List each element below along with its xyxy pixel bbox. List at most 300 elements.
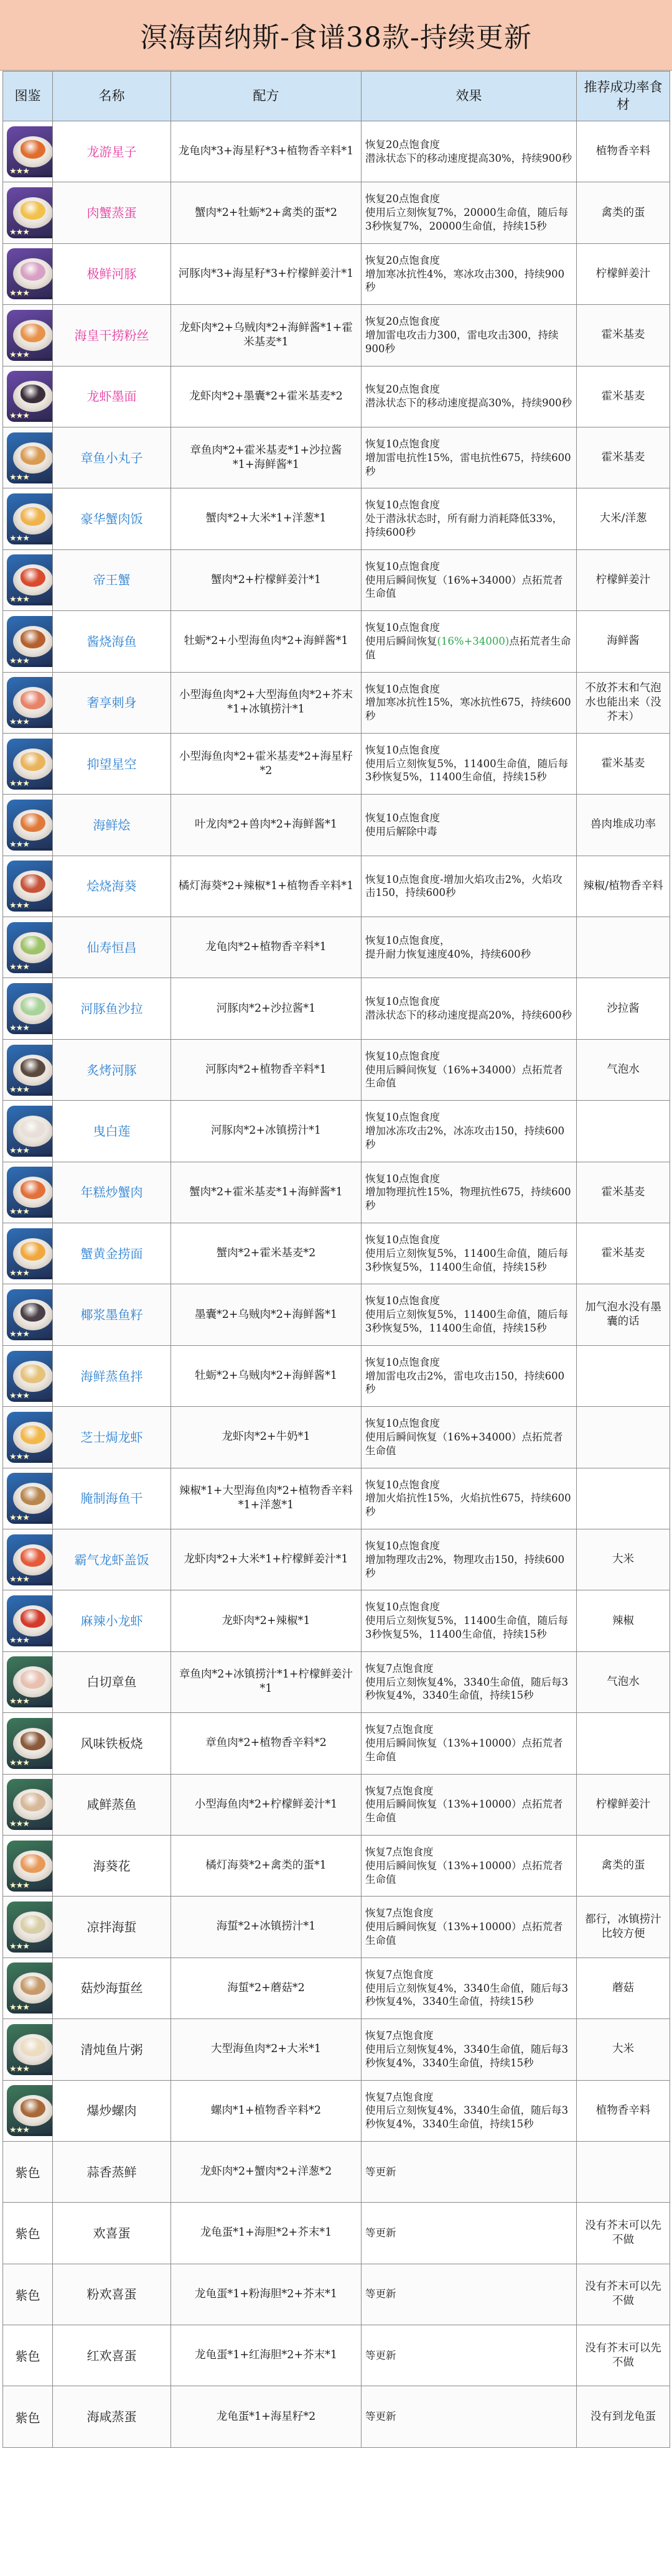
dish-recipe: 小型海鱼肉*2+霍米基麦*2+海星籽*2 <box>171 733 362 794</box>
dish-effect: 恢复7点饱食度 使用后立刻恢复4%，3340生命值，随后每3秒恢复4%，3340生命值，持续15秒 <box>362 1651 577 1712</box>
recommended-material: 柠檬鲜姜汁 <box>577 243 670 304</box>
dish-name: 咸鲜蒸鱼 <box>53 1774 171 1835</box>
rarity-star-icon: ★★★ <box>9 656 29 666</box>
dish-icon-cell <box>3 1835 53 1896</box>
recommended-material: 大米 <box>577 2019 670 2080</box>
header-icon: 图鉴 <box>3 72 53 121</box>
table-row <box>3 488 670 549</box>
dish-recipe: 叶龙肉*2+兽肉*2+海鲜酱*1 <box>171 795 362 856</box>
table-row <box>3 182 670 243</box>
recommended-material: 霍米基麦 <box>577 733 670 794</box>
dish-icon-cell <box>3 1284 53 1345</box>
effect-highlight: (16%+34000) <box>437 635 510 647</box>
dish-icon <box>7 1473 53 1524</box>
dish-icon <box>7 371 53 422</box>
recommended-material: 气泡水 <box>577 1039 670 1100</box>
table-row <box>3 2019 670 2080</box>
table-row <box>3 1407 670 1468</box>
dish-icon <box>7 1841 53 1892</box>
dish-name: 蒜香蒸鲜 <box>53 2141 171 2202</box>
dish-effect: 恢复10点饱食度-增加火焰攻击2%，火焰攻击150，持续600秒 <box>362 856 577 917</box>
dish-name: 芝士焗龙虾 <box>53 1407 171 1468</box>
food-icon <box>21 1793 45 1811</box>
dish-name: 爆炒螺肉 <box>53 2080 171 2141</box>
dish-icon-cell <box>3 2264 53 2325</box>
table-row <box>3 427 670 488</box>
rarity-star-icon: ★★★ <box>9 1758 29 1768</box>
table-row <box>3 978 670 1039</box>
dish-recipe: 蟹肉*2+牡蛎*2+禽类的蛋*2 <box>171 182 362 243</box>
dish-name: 白切章鱼 <box>53 1651 171 1712</box>
table-row <box>3 1284 670 1345</box>
rarity-star-icon: ★★★ <box>9 1880 29 1890</box>
table-row <box>3 2080 670 2141</box>
food-icon <box>21 201 45 220</box>
recipe-table <box>2 71 670 2448</box>
dish-icon-cell <box>3 1101 53 1162</box>
dish-recipe: 螺肉*1+植物香辛料*2 <box>171 2080 362 2141</box>
food-icon <box>21 1854 45 1873</box>
rarity-star-icon: ★★★ <box>9 228 29 238</box>
dish-name: 肉蟹蒸蛋 <box>53 182 171 243</box>
table-row <box>3 856 670 917</box>
dish-effect: 恢复7点饱食度 使用后瞬间恢复（13%+10000）点拓荒者生命值 <box>362 1897 577 1958</box>
dish-icon-cell <box>3 856 53 917</box>
dish-effect: 恢复7点饱食度 使用后立刻恢复4%，3340生命值，随后每3秒恢复4%，3340生命值，持续15秒 <box>362 2080 577 2141</box>
dish-effect: 恢复20点饱食度 潜泳状态下的移动速度提高30%，持续900秒 <box>362 366 577 427</box>
dish-effect: 恢复20点饱食度 使用后立刻恢复7%，20000生命值，随后每3秒恢复7%，20000生命值，持续15秒 <box>362 182 577 243</box>
dish-effect: 恢复7点饱食度 使用后瞬间恢复（13%+10000）点拓荒者生命值 <box>362 1774 577 1835</box>
recommended-material: 霍米基麦 <box>577 366 670 427</box>
dish-recipe: 蟹肉*2+霍米基麦*2 <box>171 1223 362 1284</box>
dish-effect: 等更新 <box>362 2386 577 2447</box>
recommended-material <box>577 1407 670 1468</box>
dish-icon-cell <box>3 182 53 243</box>
rarity-star-icon: ★★★ <box>9 1697 29 1707</box>
dish-name: 河豚鱼沙拉 <box>53 978 171 1039</box>
food-icon <box>21 507 45 526</box>
dish-name: 奢享刺身 <box>53 672 171 733</box>
dish-recipe: 章鱼肉*2+植物香辛料*2 <box>171 1713 362 1774</box>
dish-name: 曳白莲 <box>53 1101 171 1162</box>
dish-name: 仙寿恒昌 <box>53 917 171 978</box>
dish-name: 麻辣小龙虾 <box>53 1590 171 1651</box>
dish-icon <box>7 1718 53 1769</box>
rarity-star-icon: ★★★ <box>9 1819 29 1829</box>
dish-icon-cell <box>3 1345 53 1406</box>
rarity-star-icon: ★★★ <box>9 1146 29 1155</box>
dish-icon <box>7 1656 53 1707</box>
dish-effect: 恢复7点饱食度 使用后立刻恢复4%，3340生命值，随后每3秒恢复4%，3340生命值，持续15秒 <box>362 1958 577 2018</box>
dish-icon <box>7 800 53 851</box>
rarity-star-icon: ★★★ <box>9 534 29 544</box>
food-icon <box>21 1365 45 1383</box>
dish-effect: 恢复10点饱食度 使用后立刻恢复5%，11400生命值，随后每3秒恢复5%，11400生命值，持续15秒 <box>362 1223 577 1284</box>
rarity-star-icon: ★★★ <box>9 166 29 176</box>
rarity-star-icon: ★★★ <box>9 595 29 605</box>
dish-icon-cell <box>3 733 53 794</box>
recommended-material: 霍米基麦 <box>577 1162 670 1223</box>
food-icon <box>21 1119 45 1138</box>
table-row <box>3 549 670 610</box>
recommended-material <box>577 917 670 978</box>
table-row <box>3 1835 670 1896</box>
dish-name: 菇炒海蜇丝 <box>53 1958 171 2018</box>
dish-icon <box>7 126 53 177</box>
recommended-material: 没有芥末可以先不做 <box>577 2203 670 2264</box>
dish-icon-cell <box>3 1590 53 1651</box>
dish-name: 椰浆墨鱼籽 <box>53 1284 171 1345</box>
dish-icon <box>7 432 53 483</box>
dish-icon <box>7 739 53 790</box>
recommended-material: 没有芥末可以先不做 <box>577 2264 670 2325</box>
dish-icon-cell <box>3 672 53 733</box>
table-row <box>3 1223 670 1284</box>
dish-icon <box>7 1902 53 1953</box>
food-icon <box>21 1548 45 1567</box>
food-icon <box>21 140 45 159</box>
dish-recipe: 龙虾肉*2+乌贼肉*2+海鲜酱*1+霍米基麦*1 <box>171 305 362 366</box>
table-row <box>3 1897 670 1958</box>
recommended-material <box>577 1713 670 1774</box>
dish-recipe: 海蜇*2+冰镇捞汁*1 <box>171 1897 362 1958</box>
dish-icon <box>7 1167 53 1218</box>
dish-effect: 恢复10点饱食度 增加寒冰抗性15%，寒冰抗性675，持续600秒 <box>362 672 577 733</box>
dish-icon-cell <box>3 488 53 549</box>
dish-name: 红欢喜蛋 <box>53 2325 171 2386</box>
dish-recipe: 河豚肉*3+海星籽*3+柠檬鲜姜汁*1 <box>171 243 362 304</box>
food-icon <box>21 2099 45 2117</box>
food-icon <box>21 2038 45 2056</box>
table-row <box>3 1713 670 1774</box>
food-icon <box>21 1732 45 1750</box>
rarity-star-icon: ★★★ <box>9 1513 29 1523</box>
recommended-material: 海鲜酱 <box>577 611 670 672</box>
dish-name: 海皇干捞粉丝 <box>53 305 171 366</box>
dish-recipe: 牡蛎*2+乌贼肉*2+海鲜酱*1 <box>171 1345 362 1406</box>
recommended-material: 气泡水 <box>577 1651 670 1712</box>
recommended-material: 禽类的蛋 <box>577 1835 670 1896</box>
header-material: 推荐成功率食材 <box>577 72 670 121</box>
table-row <box>3 1162 670 1223</box>
dish-effect: 恢复10点饱食度 增加雷电攻击2%，雷电攻击150，持续600秒 <box>362 1345 577 1406</box>
dish-icon-cell <box>3 2141 53 2202</box>
rarity-star-icon: ★★★ <box>9 1942 29 1952</box>
dish-recipe: 海蜇*2+蘑菇*2 <box>171 1958 362 2018</box>
dish-icon <box>7 922 53 973</box>
rarity-star-icon: ★★★ <box>9 350 29 360</box>
header-recipe: 配方 <box>171 72 362 121</box>
dish-name: 炙烤河豚 <box>53 1039 171 1100</box>
dish-effect: 恢复10点饱食度 增加火焰抗性15%，火焰抗性675，持续600秒 <box>362 1468 577 1529</box>
dish-icon <box>7 493 53 544</box>
table-row <box>3 366 670 427</box>
food-icon <box>21 1486 45 1505</box>
dish-icon <box>7 2085 53 2136</box>
food-icon <box>21 446 45 465</box>
header-effect: 效果 <box>362 72 577 121</box>
dish-effect: 恢复10点饱食度 使用后瞬间恢复（16%+34000）点拓荒者生命值 <box>362 1039 577 1100</box>
rarity-star-icon: ★★★ <box>9 289 29 299</box>
dish-name: 凉拌海蜇 <box>53 1897 171 1958</box>
recommended-material <box>577 1468 670 1529</box>
dish-icon-cell <box>3 1407 53 1468</box>
dish-name: 海葵花 <box>53 1835 171 1896</box>
dish-recipe: 小型海鱼肉*2+柠檬鲜姜汁*1 <box>171 1774 362 1835</box>
recommended-material <box>577 1345 670 1406</box>
table-row <box>3 1345 670 1406</box>
recommended-material <box>577 1101 670 1162</box>
rarity-star-icon: ★★★ <box>9 1574 29 1584</box>
dish-recipe: 河豚肉*2+冰镇捞汁*1 <box>171 1101 362 1162</box>
dish-effect: 等更新 <box>362 2203 577 2264</box>
food-icon <box>21 568 45 587</box>
recommended-material: 辣椒/植物香辛料 <box>577 856 670 917</box>
dish-name: 腌制海鱼干 <box>53 1468 171 1529</box>
rarity-star-icon: ★★★ <box>9 472 29 482</box>
dish-name: 清炖鱼片粥 <box>53 2019 171 2080</box>
table-row <box>3 672 670 733</box>
dish-icon-cell <box>3 795 53 856</box>
dish-recipe: 橘灯海葵*2+辣椒*1+植物香辛料*1 <box>171 856 362 917</box>
recommended-material: 大米/洋葱 <box>577 488 670 549</box>
food-icon <box>21 1180 45 1199</box>
table-row <box>3 2203 670 2264</box>
dish-icon <box>7 1595 53 1646</box>
dish-effect: 恢复7点饱食度 使用后瞬间恢复（13%+10000）点拓荒者生命值 <box>362 1713 577 1774</box>
food-icon <box>21 1426 45 1444</box>
dish-icon <box>7 1289 53 1340</box>
dish-recipe: 章鱼肉*2+霍米基麦*1+沙拉酱*1+海鲜酱*1 <box>171 427 362 488</box>
food-icon <box>21 752 45 771</box>
dish-effect: 恢复10点饱食度 增加物理抗性15%，物理抗性675，持续600秒 <box>362 1162 577 1223</box>
food-icon <box>21 1058 45 1077</box>
table-row <box>3 733 670 794</box>
table-row <box>3 795 670 856</box>
dish-icon-cell <box>3 1774 53 1835</box>
rarity-star-icon: ★★★ <box>9 1207 29 1217</box>
dish-recipe: 龙虾肉*2+牛奶*1 <box>171 1407 362 1468</box>
dish-icon <box>7 1534 53 1585</box>
dish-effect: 恢复10点饱食度 使用后立刻恢复5%，11400生命值，随后每3秒恢复5%，11400生命值，持续15秒 <box>362 733 577 794</box>
recommended-material: 柠檬鲜姜汁 <box>577 1774 670 1835</box>
recommended-material: 都行，冰镇捞汁比较方便 <box>577 1897 670 1958</box>
dish-icon-cell <box>3 2203 53 2264</box>
table-row <box>3 1529 670 1590</box>
header-name: 名称 <box>53 72 171 121</box>
table-row <box>3 1958 670 2018</box>
dish-name: 年糕炒蟹肉 <box>53 1162 171 1223</box>
dish-icon-cell <box>3 305 53 366</box>
dish-icon <box>7 1412 53 1463</box>
dish-effect: 恢复10点饱食度， 提升耐力恢复速度40%，持续600秒 <box>362 917 577 978</box>
dish-recipe: 辣椒*1+大型海鱼肉*2+植物香辛料*1+洋葱*1 <box>171 1468 362 1529</box>
dish-effect: 恢复7点饱食度 使用后立刻恢复4%，3340生命值，随后每3秒恢复4%，3340生命值，持续15秒 <box>362 2019 577 2080</box>
dish-icon-cell <box>3 1713 53 1774</box>
rarity-star-icon: ★★★ <box>9 411 29 421</box>
dish-recipe: 蟹肉*2+霍米基麦*1+海鲜酱*1 <box>171 1162 362 1223</box>
rarity-star-icon: ★★★ <box>9 2126 29 2135</box>
dish-name: 烩烧海葵 <box>53 856 171 917</box>
dish-effect: 等更新 <box>362 2141 577 2202</box>
recommended-material: 沙拉酱 <box>577 978 670 1039</box>
food-icon <box>21 936 45 954</box>
table-row <box>3 1590 670 1651</box>
dish-name: 海鲜蒸鱼拌 <box>53 1345 171 1406</box>
rarity-star-icon: ★★★ <box>9 962 29 972</box>
dish-icon <box>7 1106 53 1157</box>
dish-recipe: 龙虾肉*2+蟹肉*2+洋葱*2 <box>171 2141 362 2202</box>
dish-recipe: 龙虾肉*2+墨囊*2+霍米基麦*2 <box>171 366 362 427</box>
dish-effect: 恢复7点饱食度 使用后瞬间恢复（13%+10000）点拓荒者生命值 <box>362 1835 577 1896</box>
table-row <box>3 1774 670 1835</box>
dish-icon <box>7 983 53 1034</box>
dish-icon-cell <box>3 1223 53 1284</box>
table-row <box>3 611 670 672</box>
dish-icon-cell <box>3 1468 53 1529</box>
rarity-label: 紫色 <box>15 2349 40 2364</box>
dish-name: 粉欢喜蛋 <box>53 2264 171 2325</box>
dish-icon-cell <box>3 978 53 1039</box>
dish-effect: 恢复10点饱食度 潜泳状态下的移动速度提高20%，持续600秒 <box>362 978 577 1039</box>
dish-effect: 恢复20点饱食度 潜泳状态下的移动速度提高30%，持续900秒 <box>362 121 577 182</box>
table-row <box>3 2386 670 2447</box>
rarity-star-icon: ★★★ <box>9 1085 29 1094</box>
dish-icon-cell <box>3 427 53 488</box>
table-row <box>3 1651 670 1712</box>
dish-icon-cell <box>3 243 53 304</box>
dish-effect: 恢复20点饱食度 增加雷电攻击力300，雷电攻击300，持续900秒 <box>362 305 577 366</box>
dish-recipe: 墨囊*2+乌贼肉*2+海鲜酱*1 <box>171 1284 362 1345</box>
dish-effect: 恢复10点饱食度 处于潜泳状态时，所有耐力消耗降低33%，持续600秒 <box>362 488 577 549</box>
dish-icon <box>7 248 53 299</box>
recommended-material <box>577 2141 670 2202</box>
dish-effect: 恢复10点饱食度 增加冰冻攻击2%，冰冻攻击150，持续600秒 <box>362 1101 577 1162</box>
recommended-material: 不放芥末和气泡水也能出来（没芥末） <box>577 672 670 733</box>
food-icon <box>21 324 45 342</box>
dish-icon <box>7 310 53 361</box>
recommended-material: 兽肉堆成功率 <box>577 795 670 856</box>
page-title: 溟海茵纳斯-食谱38款-持续更新 <box>0 0 672 71</box>
rarity-star-icon: ★★★ <box>9 717 29 727</box>
rarity-star-icon: ★★★ <box>9 778 29 788</box>
food-icon <box>21 262 45 281</box>
dish-name: 欢喜蛋 <box>53 2203 171 2264</box>
dish-icon <box>7 2024 53 2075</box>
dish-recipe: 大型海鱼肉*2+大米*1 <box>171 2019 362 2080</box>
dish-recipe: 龙龟肉*3+海星籽*3+植物香辛料*1 <box>171 121 362 182</box>
dish-effect: 恢复10点饱食度 使用后立刻恢复5%，11400生命值，随后每3秒恢复5%，11400生命值，持续15秒 <box>362 1590 577 1651</box>
recommended-material: 植物香辛料 <box>577 121 670 182</box>
dish-recipe: 蟹肉*2+大米*1+洋葱*1 <box>171 488 362 549</box>
dish-recipe: 龙龟肉*2+植物香辛料*1 <box>171 917 362 978</box>
recommended-material: 柠檬鲜姜汁 <box>577 549 670 610</box>
dish-icon-cell <box>3 2325 53 2386</box>
dish-effect: 恢复10点饱食度 增加物理攻击2%，物理攻击150，持续600秒 <box>362 1529 577 1590</box>
dish-icon-cell <box>3 549 53 610</box>
rarity-star-icon: ★★★ <box>9 901 29 911</box>
food-icon <box>21 630 45 648</box>
recommended-material: 加气泡水没有墨囊的话 <box>577 1284 670 1345</box>
recommended-material: 辣椒 <box>577 1590 670 1651</box>
dish-icon <box>7 1228 53 1279</box>
table-row <box>3 917 670 978</box>
dish-icon-cell <box>3 1039 53 1100</box>
dish-icon <box>7 1351 53 1402</box>
dish-icon-cell <box>3 121 53 182</box>
dish-recipe: 章鱼肉*2+冰镇捞汁*1+柠檬鲜姜汁*1 <box>171 1651 362 1712</box>
rarity-star-icon: ★★★ <box>9 839 29 849</box>
rarity-star-icon: ★★★ <box>9 1391 29 1401</box>
dish-name: 帝王蟹 <box>53 549 171 610</box>
rarity-star-icon: ★★★ <box>9 1636 29 1646</box>
food-icon <box>21 997 45 1015</box>
rarity-label: 紫色 <box>15 2165 40 2181</box>
dish-recipe: 龙虾肉*2+辣椒*1 <box>171 1590 362 1651</box>
dish-name: 龙虾墨面 <box>53 366 171 427</box>
dish-icon-cell <box>3 1651 53 1712</box>
recommended-material: 植物香辛料 <box>577 2080 670 2141</box>
dish-icon-cell <box>3 366 53 427</box>
dish-icon-cell <box>3 1897 53 1958</box>
dish-name: 海咸蒸蛋 <box>53 2386 171 2447</box>
dish-effect: 恢复10点饱食度 增加雷电抗性15%，雷电抗性675，持续600秒 <box>362 427 577 488</box>
dish-icon <box>7 1045 53 1096</box>
recommended-material: 禽类的蛋 <box>577 182 670 243</box>
dish-icon <box>7 861 53 912</box>
dish-icon-cell <box>3 1162 53 1223</box>
dish-effect: 恢复10点饱食度 使用后瞬间恢复（16%+34000）点拓荒者生命值 <box>362 1407 577 1468</box>
dish-recipe: 橘灯海葵*2+禽类的蛋*1 <box>171 1835 362 1896</box>
dish-name: 霸气龙虾盖饭 <box>53 1529 171 1590</box>
table-row <box>3 243 670 304</box>
food-icon <box>21 874 45 893</box>
rarity-star-icon: ★★★ <box>9 2064 29 2074</box>
food-icon <box>21 1303 45 1322</box>
dish-name: 豪华蟹肉饭 <box>53 488 171 549</box>
table-row <box>3 1039 670 1100</box>
dish-recipe: 龙龟蛋*1+红海胆*2+芥末*1 <box>171 2325 362 2386</box>
table-header-row <box>3 72 670 121</box>
dish-icon <box>7 187 53 238</box>
table-row <box>3 2141 670 2202</box>
dish-name: 极鲜河豚 <box>53 243 171 304</box>
dish-icon-cell <box>3 1958 53 2018</box>
dish-recipe: 龙龟蛋*1+粉海胆*2+芥末*1 <box>171 2264 362 2325</box>
dish-name: 风味铁板烧 <box>53 1713 171 1774</box>
dish-name: 章鱼小丸子 <box>53 427 171 488</box>
dish-icon-cell <box>3 2080 53 2141</box>
dish-effect: 恢复10点饱食度 使用后瞬间恢复（16%+34000）点拓荒者生命值 <box>362 549 577 610</box>
dish-name: 龙游星子 <box>53 121 171 182</box>
dish-recipe: 牡蛎*2+小型海鱼肉*2+海鲜酱*1 <box>171 611 362 672</box>
dish-name: 抑望星空 <box>53 733 171 794</box>
rarity-star-icon: ★★★ <box>9 1268 29 1278</box>
dish-recipe: 龙龟蛋*1+海星籽*2 <box>171 2386 362 2447</box>
dish-effect: 等更新 <box>362 2264 577 2325</box>
recommended-material: 蘑菇 <box>577 1958 670 2018</box>
rarity-star-icon: ★★★ <box>9 2003 29 2013</box>
dish-icon-cell <box>3 611 53 672</box>
rarity-star-icon: ★★★ <box>9 1452 29 1462</box>
dish-effect: 恢复10点饱食度 使用后瞬间恢复(16%+34000)点拓荒者生命值 <box>362 611 577 672</box>
dish-icon <box>7 1962 53 2014</box>
dish-name: 海鲜烩 <box>53 795 171 856</box>
dish-icon <box>7 616 53 667</box>
dish-recipe: 蟹肉*2+柠檬鲜姜汁*1 <box>171 549 362 610</box>
food-icon <box>21 1915 45 1934</box>
dish-icon <box>7 1779 53 1830</box>
